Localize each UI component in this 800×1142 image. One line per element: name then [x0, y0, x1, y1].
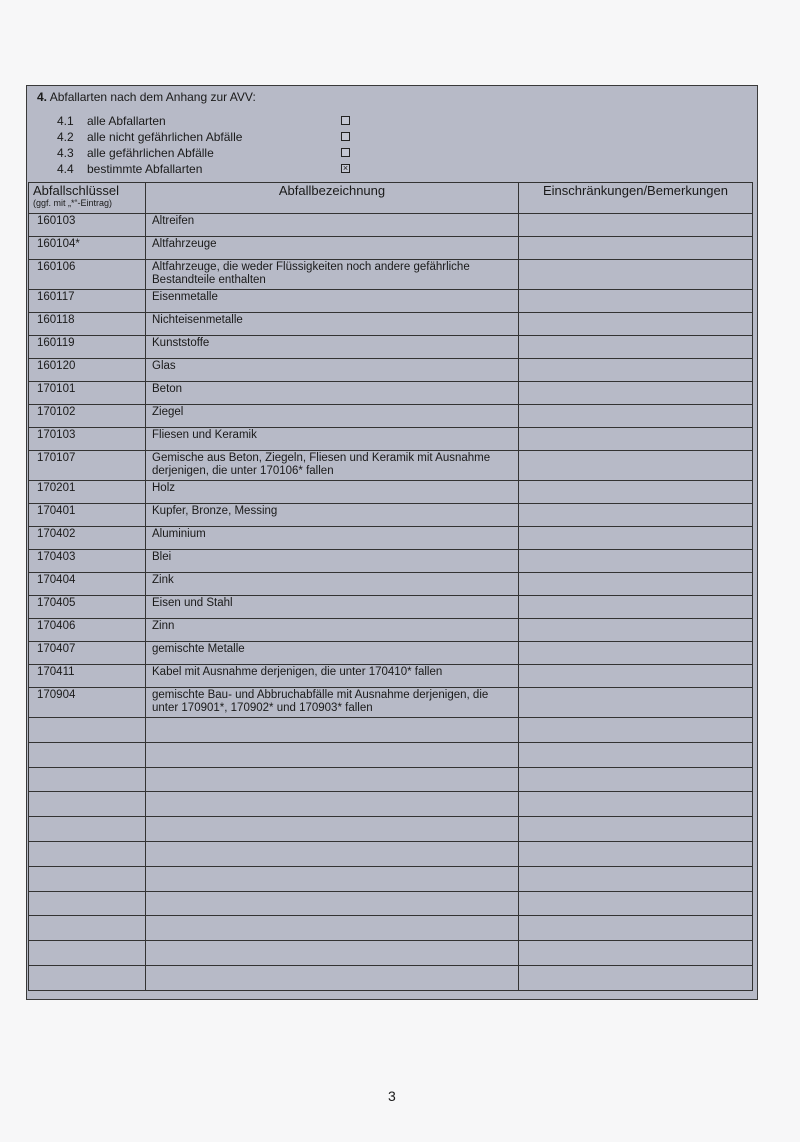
empty-cell	[29, 742, 146, 767]
section-number: 4.	[37, 90, 48, 104]
empty-cell	[519, 792, 753, 817]
option-label: bestimmte Abfallarten	[87, 162, 203, 176]
empty-cell	[146, 792, 519, 817]
waste-key-cell: 160103	[29, 214, 146, 237]
option-label: alle Abfallarten	[87, 114, 166, 128]
remarks-cell	[519, 688, 753, 718]
empty-cell	[146, 916, 519, 941]
remarks-cell	[519, 596, 753, 619]
remarks-cell	[519, 428, 753, 451]
empty-cell	[146, 817, 519, 842]
table-row	[29, 382, 753, 405]
empty-table-row	[29, 965, 753, 990]
option-number: 4.3	[57, 146, 74, 160]
section-title-text: Abfallarten nach dem Anhang zur AVV:	[49, 90, 256, 104]
empty-cell	[29, 891, 146, 916]
waste-name-cell: Eisen und Stahl	[146, 596, 519, 619]
waste-name-cell: Beton	[146, 382, 519, 405]
empty-cell	[519, 767, 753, 792]
empty-table-row	[29, 916, 753, 941]
waste-name-cell: Kabel mit Ausnahme derjenigen, die unter 170410* fallen	[146, 665, 519, 688]
table-row	[29, 336, 753, 359]
waste-name-cell: Ziegel	[146, 405, 519, 428]
empty-cell	[146, 718, 519, 743]
column-header-remarks: Einschränkungen/Bemerkungen	[519, 183, 753, 214]
empty-cell	[146, 891, 519, 916]
empty-cell	[29, 916, 146, 941]
remarks-cell	[519, 665, 753, 688]
option-checkbox[interactable]: ×	[342, 163, 349, 173]
empty-cell	[29, 718, 146, 743]
waste-name-cell: Altfahrzeuge	[146, 237, 519, 260]
empty-table-row	[29, 792, 753, 817]
waste-name-cell: Fliesen und Keramik	[146, 428, 519, 451]
column-header-key	[29, 183, 146, 214]
waste-key-cell: 160120	[29, 359, 146, 382]
remarks-cell	[519, 237, 753, 260]
empty-table-row	[29, 866, 753, 891]
remarks-cell	[519, 642, 753, 665]
table-row	[29, 504, 753, 527]
waste-key-cell: 170407	[29, 642, 146, 665]
waste-key-cell: 170404	[29, 573, 146, 596]
column-header-name: Abfallbezeichnung	[146, 183, 519, 214]
waste-name-cell: Blei	[146, 550, 519, 573]
waste-name-cell: Aluminium	[146, 527, 519, 550]
remarks-cell	[519, 290, 753, 313]
empty-cell	[29, 767, 146, 792]
waste-name-cell: gemischte Metalle	[146, 642, 519, 665]
empty-cell	[146, 841, 519, 866]
remarks-cell	[519, 359, 753, 382]
table-row	[29, 237, 753, 260]
remarks-cell	[519, 527, 753, 550]
waste-key-cell: 160119	[29, 336, 146, 359]
option-number: 4.1	[57, 114, 74, 128]
empty-cell	[519, 916, 753, 941]
waste-key-cell: 170411	[29, 665, 146, 688]
empty-cell	[29, 841, 146, 866]
empty-cell	[146, 742, 519, 767]
empty-cell	[519, 891, 753, 916]
waste-name-cell: Altreifen	[146, 214, 519, 237]
empty-table-row	[29, 817, 753, 842]
empty-cell	[146, 941, 519, 966]
waste-key-cell: 160106	[29, 260, 146, 290]
waste-name-cell: Holz	[146, 481, 519, 504]
table-row	[29, 619, 753, 642]
waste-name-cell: Zinn	[146, 619, 519, 642]
table-row	[29, 451, 753, 481]
table-row	[29, 290, 753, 313]
waste-name-cell: Eisenmetalle	[146, 290, 519, 313]
waste-name-cell: Kunststoffe	[146, 336, 519, 359]
empty-cell	[519, 866, 753, 891]
table-row	[29, 481, 753, 504]
remarks-cell	[519, 504, 753, 527]
remarks-cell	[519, 313, 753, 336]
remarks-cell	[519, 405, 753, 428]
waste-name-cell: Zink	[146, 573, 519, 596]
table-row	[29, 596, 753, 619]
waste-key-cell: 170403	[29, 550, 146, 573]
table-row	[29, 665, 753, 688]
empty-table-row	[29, 891, 753, 916]
option-number: 4.2	[57, 130, 74, 144]
remarks-cell	[519, 550, 753, 573]
empty-cell	[146, 866, 519, 891]
waste-key-cell: 170405	[29, 596, 146, 619]
remarks-cell	[519, 260, 753, 290]
empty-cell	[29, 941, 146, 966]
empty-table-row	[29, 841, 753, 866]
empty-table-row	[29, 742, 753, 767]
waste-name-cell: Nichteisenmetalle	[146, 313, 519, 336]
waste-key-cell: 170904	[29, 688, 146, 718]
table-row	[29, 313, 753, 336]
empty-cell	[519, 817, 753, 842]
section-title	[37, 90, 256, 104]
waste-key-cell: 160117	[29, 290, 146, 313]
waste-key-cell: 170102	[29, 405, 146, 428]
table-row	[29, 214, 753, 237]
option-label: alle nicht gefährlichen Abfälle	[87, 130, 243, 144]
option-4-2	[57, 129, 312, 145]
empty-cell	[29, 817, 146, 842]
option-number: 4.4	[57, 162, 74, 176]
empty-cell	[29, 792, 146, 817]
empty-cell	[29, 866, 146, 891]
table-header-row	[29, 183, 753, 214]
remarks-cell	[519, 481, 753, 504]
table-row	[29, 642, 753, 665]
waste-table	[28, 182, 753, 991]
empty-cell	[519, 718, 753, 743]
remarks-cell	[519, 214, 753, 237]
table-row	[29, 405, 753, 428]
remarks-cell	[519, 382, 753, 405]
option-label: alle gefährlichen Abfälle	[87, 146, 214, 160]
remarks-cell	[519, 336, 753, 359]
option-checkbox[interactable]	[341, 116, 350, 125]
key-header-sublabel: (ggf. mit „*“-Eintrag)	[33, 198, 113, 208]
empty-cell	[146, 965, 519, 990]
table-row	[29, 527, 753, 550]
waste-key-cell: 170401	[29, 504, 146, 527]
waste-key-cell: 170101	[29, 382, 146, 405]
empty-cell	[519, 742, 753, 767]
table-row	[29, 688, 753, 718]
empty-cell	[29, 965, 146, 990]
table-row	[29, 573, 753, 596]
table-row	[29, 550, 753, 573]
waste-key-cell: 170406	[29, 619, 146, 642]
option-checkbox[interactable]	[341, 132, 350, 141]
table-row	[29, 260, 753, 290]
table-row	[29, 428, 753, 451]
remarks-cell	[519, 573, 753, 596]
waste-name-cell: Gemische aus Beton, Ziegeln, Fliesen und Keramik mit Ausnahme derjenigen, die unter 170106* fallen	[146, 451, 519, 481]
empty-cell	[519, 965, 753, 990]
empty-cell	[519, 941, 753, 966]
waste-key-cell: 160118	[29, 313, 146, 336]
option-checkbox[interactable]	[341, 148, 350, 157]
empty-table-row	[29, 718, 753, 743]
empty-cell	[519, 841, 753, 866]
empty-table-row	[29, 941, 753, 966]
empty-cell	[146, 767, 519, 792]
waste-types-form	[26, 85, 758, 1000]
option-4-3	[57, 145, 312, 161]
waste-key-cell: 170201	[29, 481, 146, 504]
waste-name-cell: Kupfer, Bronze, Messing	[146, 504, 519, 527]
table-row	[29, 359, 753, 382]
page-number: 3	[388, 1088, 396, 1104]
waste-name-cell: Glas	[146, 359, 519, 382]
option-4-1	[57, 113, 312, 129]
remarks-cell	[519, 451, 753, 481]
waste-key-cell: 170103	[29, 428, 146, 451]
waste-key-cell: 170402	[29, 527, 146, 550]
option-4-4	[57, 161, 349, 177]
waste-name-cell: gemischte Bau- und Abbruchabfälle mit Ausnahme derjenigen, die unter 170901*, 170902* und 170903* fallen	[146, 688, 519, 718]
key-header-label: Abfallschlüssel	[33, 183, 119, 198]
empty-table-row	[29, 767, 753, 792]
remarks-cell	[519, 619, 753, 642]
waste-key-cell: 160104*	[29, 237, 146, 260]
waste-key-cell: 170107	[29, 451, 146, 481]
waste-name-cell: Altfahrzeuge, die weder Flüssigkeiten noch andere gefährliche Bestandteile enthalten	[146, 260, 519, 290]
